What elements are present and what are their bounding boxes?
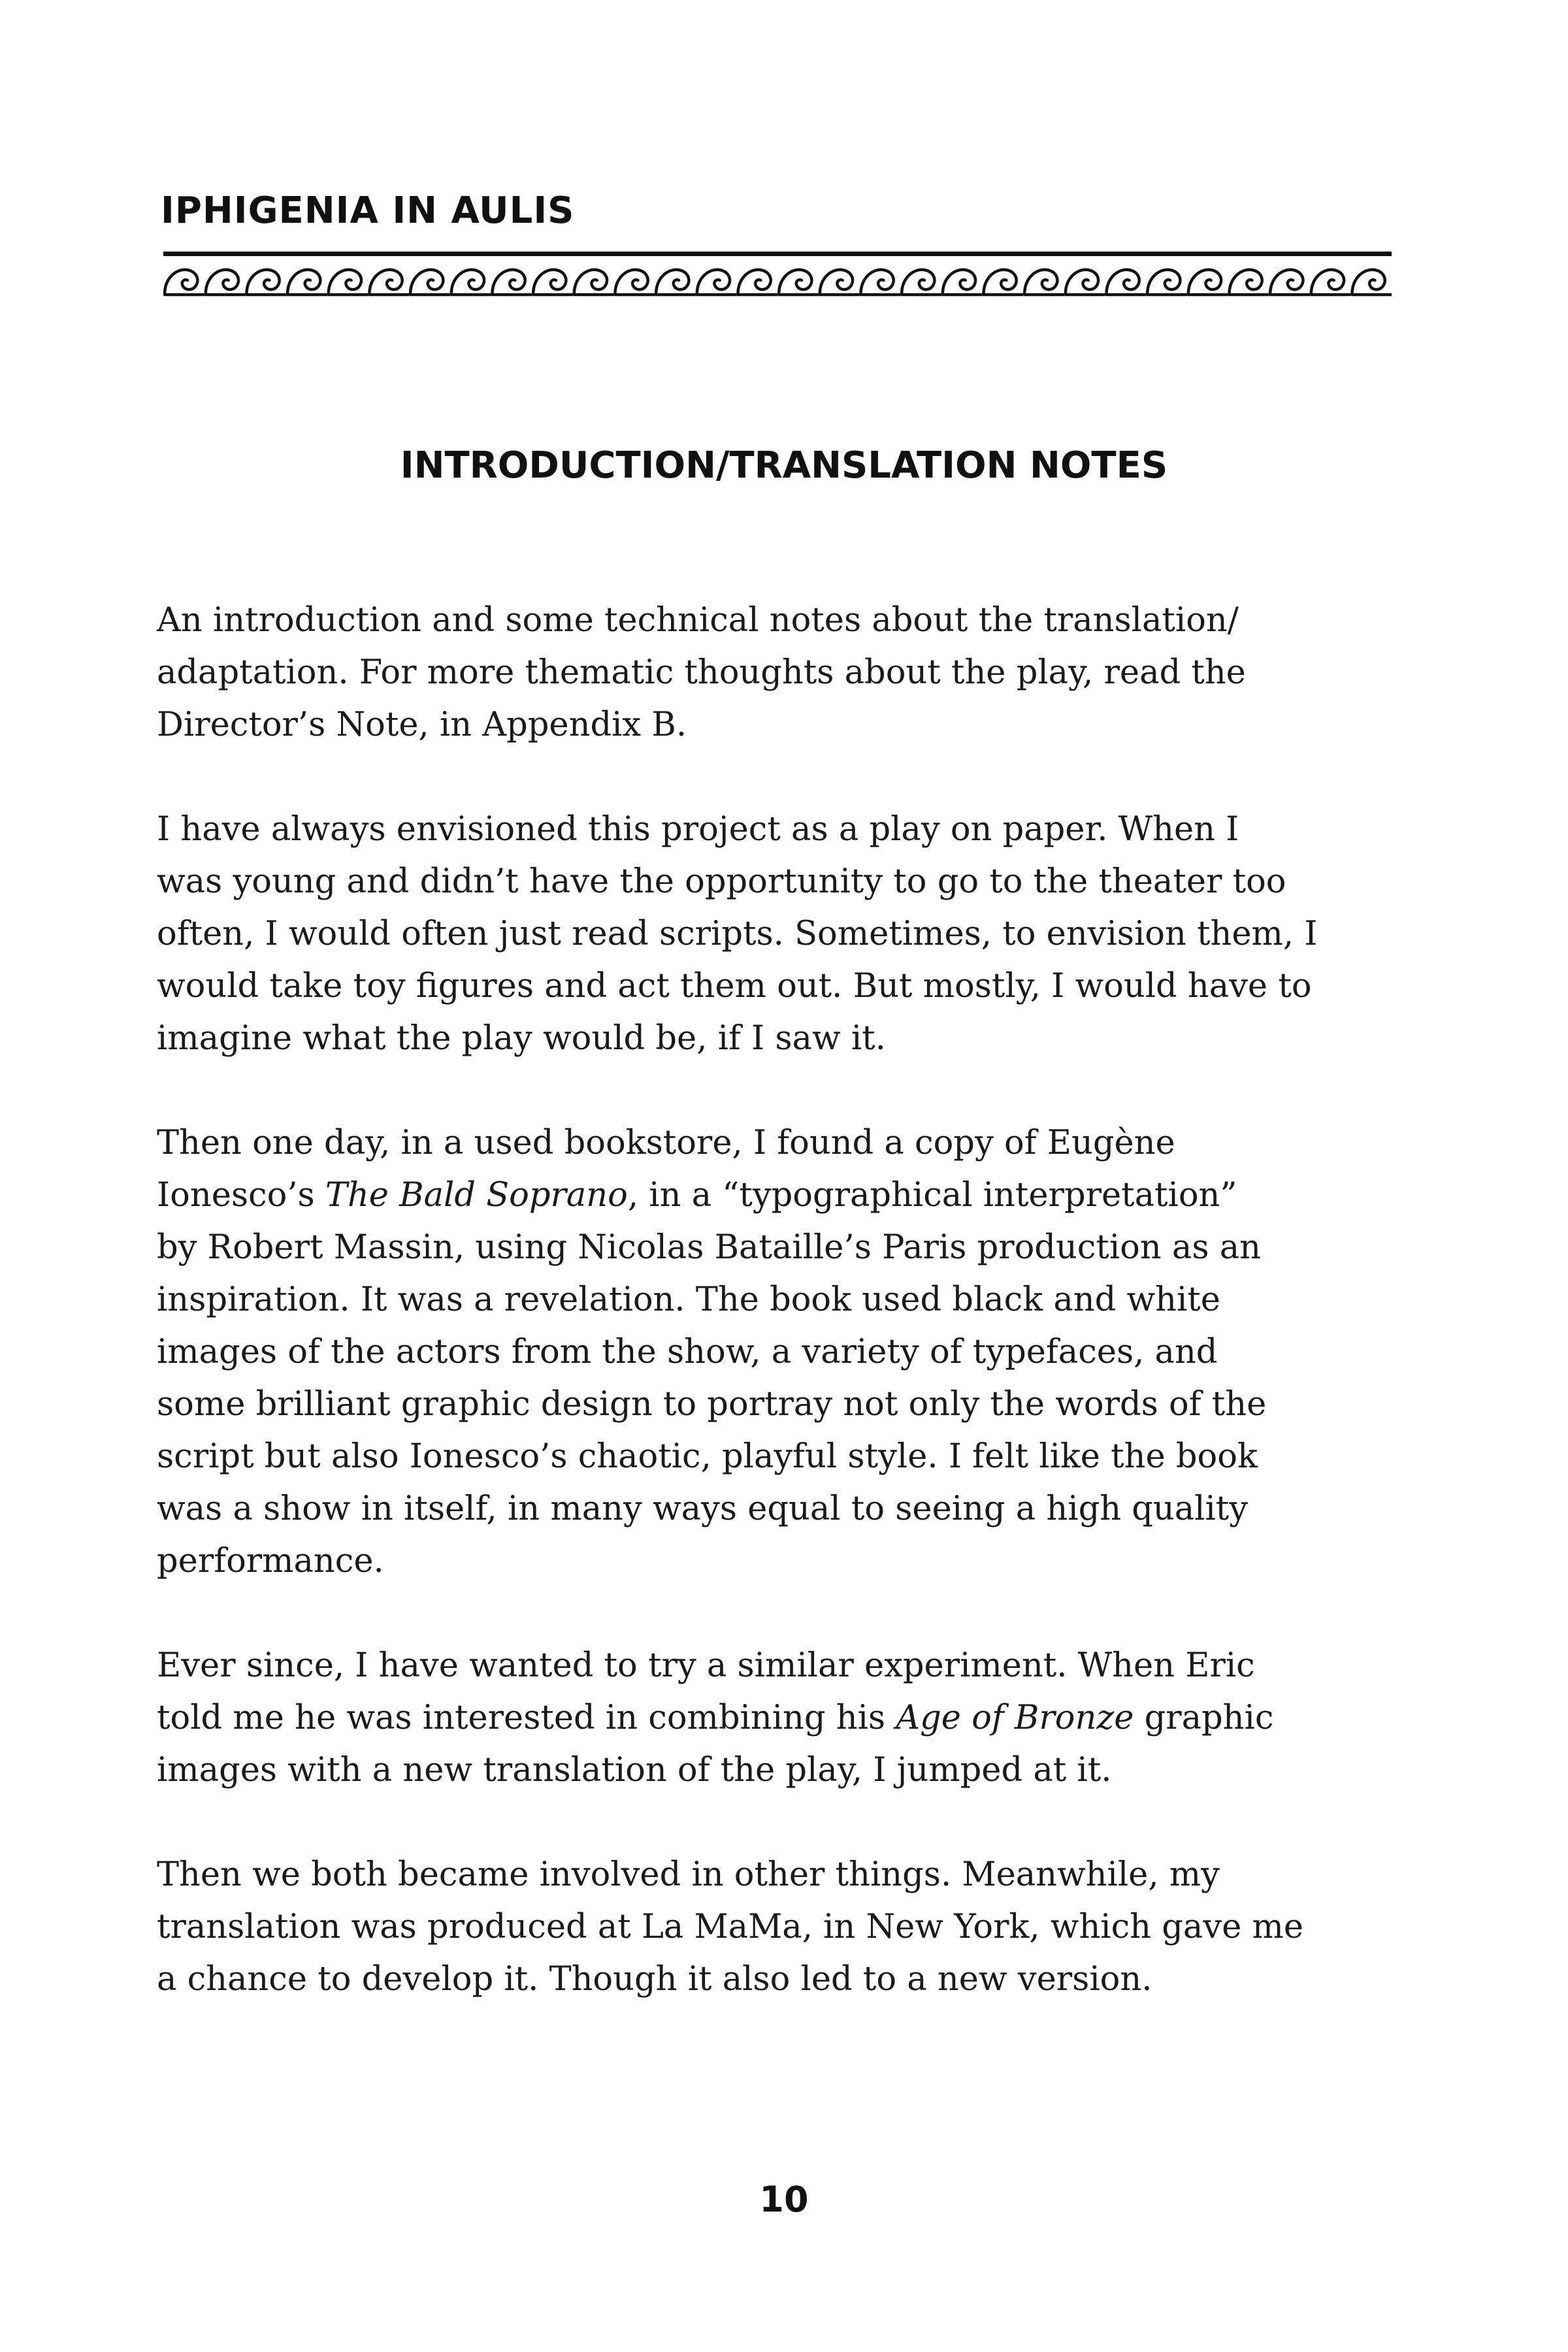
line-text: inspiration. It was a revelation. The book used black and white <box>157 1281 1220 1319</box>
text-line <box>157 1535 1424 1588</box>
line-text: Ever since, I have wanted to try a similar experiment. When Eric <box>157 1646 1255 1685</box>
paragraph <box>157 804 1424 1065</box>
text-line <box>157 647 1424 699</box>
text-line <box>157 595 1424 647</box>
line-text: Ionesco’s <box>157 1176 325 1215</box>
line-text: by Robert Massin, using Nicolas Bataille’s Paris production as an <box>157 1228 1261 1267</box>
line-text: performance. <box>157 1542 384 1580</box>
text-line <box>157 1013 1424 1065</box>
line-text: some brilliant graphic design to portray not only the words of the <box>157 1385 1267 1424</box>
paragraph <box>157 1117 1424 1588</box>
running-head: IPHIGENIA IN AULIS <box>161 189 575 232</box>
line-text: imagine what the play would be, if I saw it. <box>157 1019 886 1058</box>
line-text: adaptation. For more thematic thoughts about the play, read the <box>157 653 1246 692</box>
text-line <box>157 1274 1424 1326</box>
text-line <box>157 1379 1424 1431</box>
line-text: Then we both became involved in other things. Meanwhile, my <box>157 1855 1220 1894</box>
line-text: a chance to develop it. Though it also led to a new version. <box>157 1960 1152 1999</box>
line-text: An introduction and some technical notes about the translation/ <box>157 601 1239 640</box>
header-rule <box>163 252 1392 256</box>
paragraph <box>157 595 1424 751</box>
text-line <box>157 1744 1424 1797</box>
line-text: Director’s Note, in Appendix B. <box>157 706 687 744</box>
text-line <box>157 1901 1424 1953</box>
line-text: often, I would often just read scripts. Sometimes, to envision them, I <box>157 915 1318 953</box>
line-text: was a show in itself, in many ways equal to seeing a high quality <box>157 1490 1249 1528</box>
section-title: INTRODUCTION/TRANSLATION NOTES <box>400 444 1168 487</box>
text-line <box>157 960 1424 1013</box>
text-line <box>157 1849 1424 1901</box>
line-text: Then one day, in a used bookstore, I found a copy of Eugène <box>157 1124 1175 1162</box>
text-line <box>157 804 1424 856</box>
line-text: , in a “typographical interpretation” <box>627 1176 1237 1215</box>
page-number: 10 <box>759 2179 809 2220</box>
text-line <box>157 908 1424 960</box>
line-text: graphic <box>1134 1699 1274 1737</box>
paragraph <box>157 1640 1424 1797</box>
text-line <box>157 1117 1424 1169</box>
text-line <box>157 1692 1424 1744</box>
italic-title: The Bald Soprano <box>325 1176 628 1215</box>
italic-title: Age of Bronze <box>896 1699 1134 1737</box>
text-line <box>157 1640 1424 1692</box>
text-line <box>157 856 1424 908</box>
text-line <box>157 1483 1424 1535</box>
line-text: script but also Ionesco’s chaotic, playful style. I felt like the book <box>157 1437 1258 1476</box>
line-text: was young and didn’t have the opportunity to go to the theater too <box>157 862 1286 901</box>
text-line <box>157 1953 1424 2006</box>
body-text <box>157 595 1424 2058</box>
line-text: would take toy figures and act them out. But mostly, I would have to <box>157 967 1312 1005</box>
line-text: images of the actors from the show, a variety of typefaces, and <box>157 1333 1218 1371</box>
line-text: translation was produced at La MaMa, in New York, which gave me <box>157 1908 1304 1946</box>
line-text: images with a new translation of the play, I jumped at it. <box>157 1751 1112 1789</box>
line-text: told me he was interested in combining his <box>157 1699 896 1737</box>
text-line <box>157 1169 1424 1222</box>
text-line <box>157 1431 1424 1483</box>
greek-wave-border-icon <box>163 265 1392 300</box>
text-line <box>157 699 1424 751</box>
text-line <box>157 1326 1424 1379</box>
text-line <box>157 1222 1424 1274</box>
line-text: I have always envisioned this project as a play on paper. When I <box>157 810 1239 849</box>
paragraph <box>157 1849 1424 2006</box>
